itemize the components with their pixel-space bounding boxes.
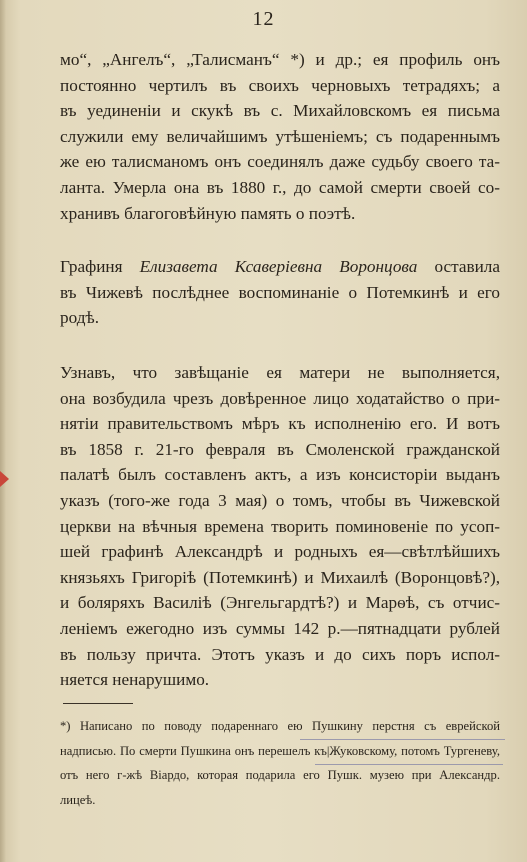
text-line: мо“, „Ангелъ“, „Талисманъ“ *) и др.; ея профиль онъ	[60, 50, 500, 69]
pencil-underline	[315, 764, 503, 765]
footnote	[60, 714, 500, 812]
text-line: хранивъ благоговѣйную память о поэтѣ.	[60, 203, 356, 223]
text-line: князьяхъ Григоріѣ (Потемкинѣ) и Михаилѣ (Воронцовѣ?),	[60, 567, 500, 587]
footnote-line: *) Написано по поводу подареннаго ею Пушкину перстня съ еврейской	[60, 719, 500, 733]
text-line: родѣ.	[60, 308, 100, 328]
text-line: нятіи правительствомъ мѣръ къ исполненію его. И вотъ	[60, 414, 500, 434]
text-line: въ уединеніи и скукѣ въ с. Михайловскомъ ея письма	[60, 101, 500, 121]
text-line: же ею талисманомъ онъ соединялъ даже судьбу своего та-	[60, 152, 500, 172]
paragraph-2-prefix: Графиня	[60, 257, 140, 276]
text-line: она возбудила чрезъ довѣренное лицо ходатайство о при-	[60, 388, 500, 408]
text-line: шей графинѣ Александрѣ и родныхъ ея—свѣтлѣйшихъ	[60, 542, 500, 562]
text-line: служили ему величайшимъ утѣшеніемъ; съ подареннымъ	[60, 126, 500, 146]
text-line: ланта. Умерла она въ 1880 г., до самой смерти своей со-	[60, 177, 500, 197]
paragraph-2	[60, 254, 500, 331]
text-line: въ 1858 г. 21-го февраля въ Смоленской гражданской	[60, 439, 500, 459]
footnote-line: лицеѣ.	[60, 792, 96, 807]
footnote-line: отъ него г-жѣ Віардо, которая подарила его Пушк. музею при Александр.	[60, 768, 500, 782]
paragraph-1	[60, 47, 500, 226]
spine-shadow	[0, 0, 6, 862]
text-line: и боляряхъ Василіѣ (Энгельгардтѣ?) и Марѳѣ, съ отчис-	[60, 593, 500, 613]
text-line: въ Чижевѣ послѣднее воспоминаніе о Потемкинѣ и его	[60, 282, 500, 302]
text-line: няется ненарушимо.	[60, 670, 210, 690]
paragraph-3	[60, 360, 500, 693]
paragraph-2-suffix: оставила	[417, 257, 500, 276]
pencil-underline	[300, 739, 505, 740]
text-line: церкви на вѣчныя времена творить поминовеніе по усоп-	[60, 516, 500, 536]
footnote-divider	[63, 703, 133, 704]
person-name: Елизавета Ксаверіевна Воронцова	[139, 257, 418, 276]
text-line	[60, 254, 500, 280]
page-number: 12	[252, 8, 275, 30]
text-line: въ пользу причта. Этотъ указъ и до сихъ поръ испол-	[60, 644, 500, 664]
text-line: палатѣ былъ составленъ актъ, а изъ консисторіи выданъ	[60, 465, 500, 485]
text-line: леніемъ ежегодно изъ суммы 142 р.—пятнадцати рублей	[60, 618, 500, 638]
text-line: Узнавъ, что завѣщаніе ея матери не выполняется,	[60, 363, 500, 382]
text-line: постоянно чертилъ въ своихъ черновыхъ тетрадяхъ; а	[60, 75, 500, 95]
footnote-line: надписью. По смерти Пушкина онъ перешелъ къ|Жуковскому, потомъ Тургеневу,	[60, 743, 500, 758]
text-line: указъ (того-же года 3 мая) о томъ, чтобы въ Чижевской	[60, 490, 500, 510]
